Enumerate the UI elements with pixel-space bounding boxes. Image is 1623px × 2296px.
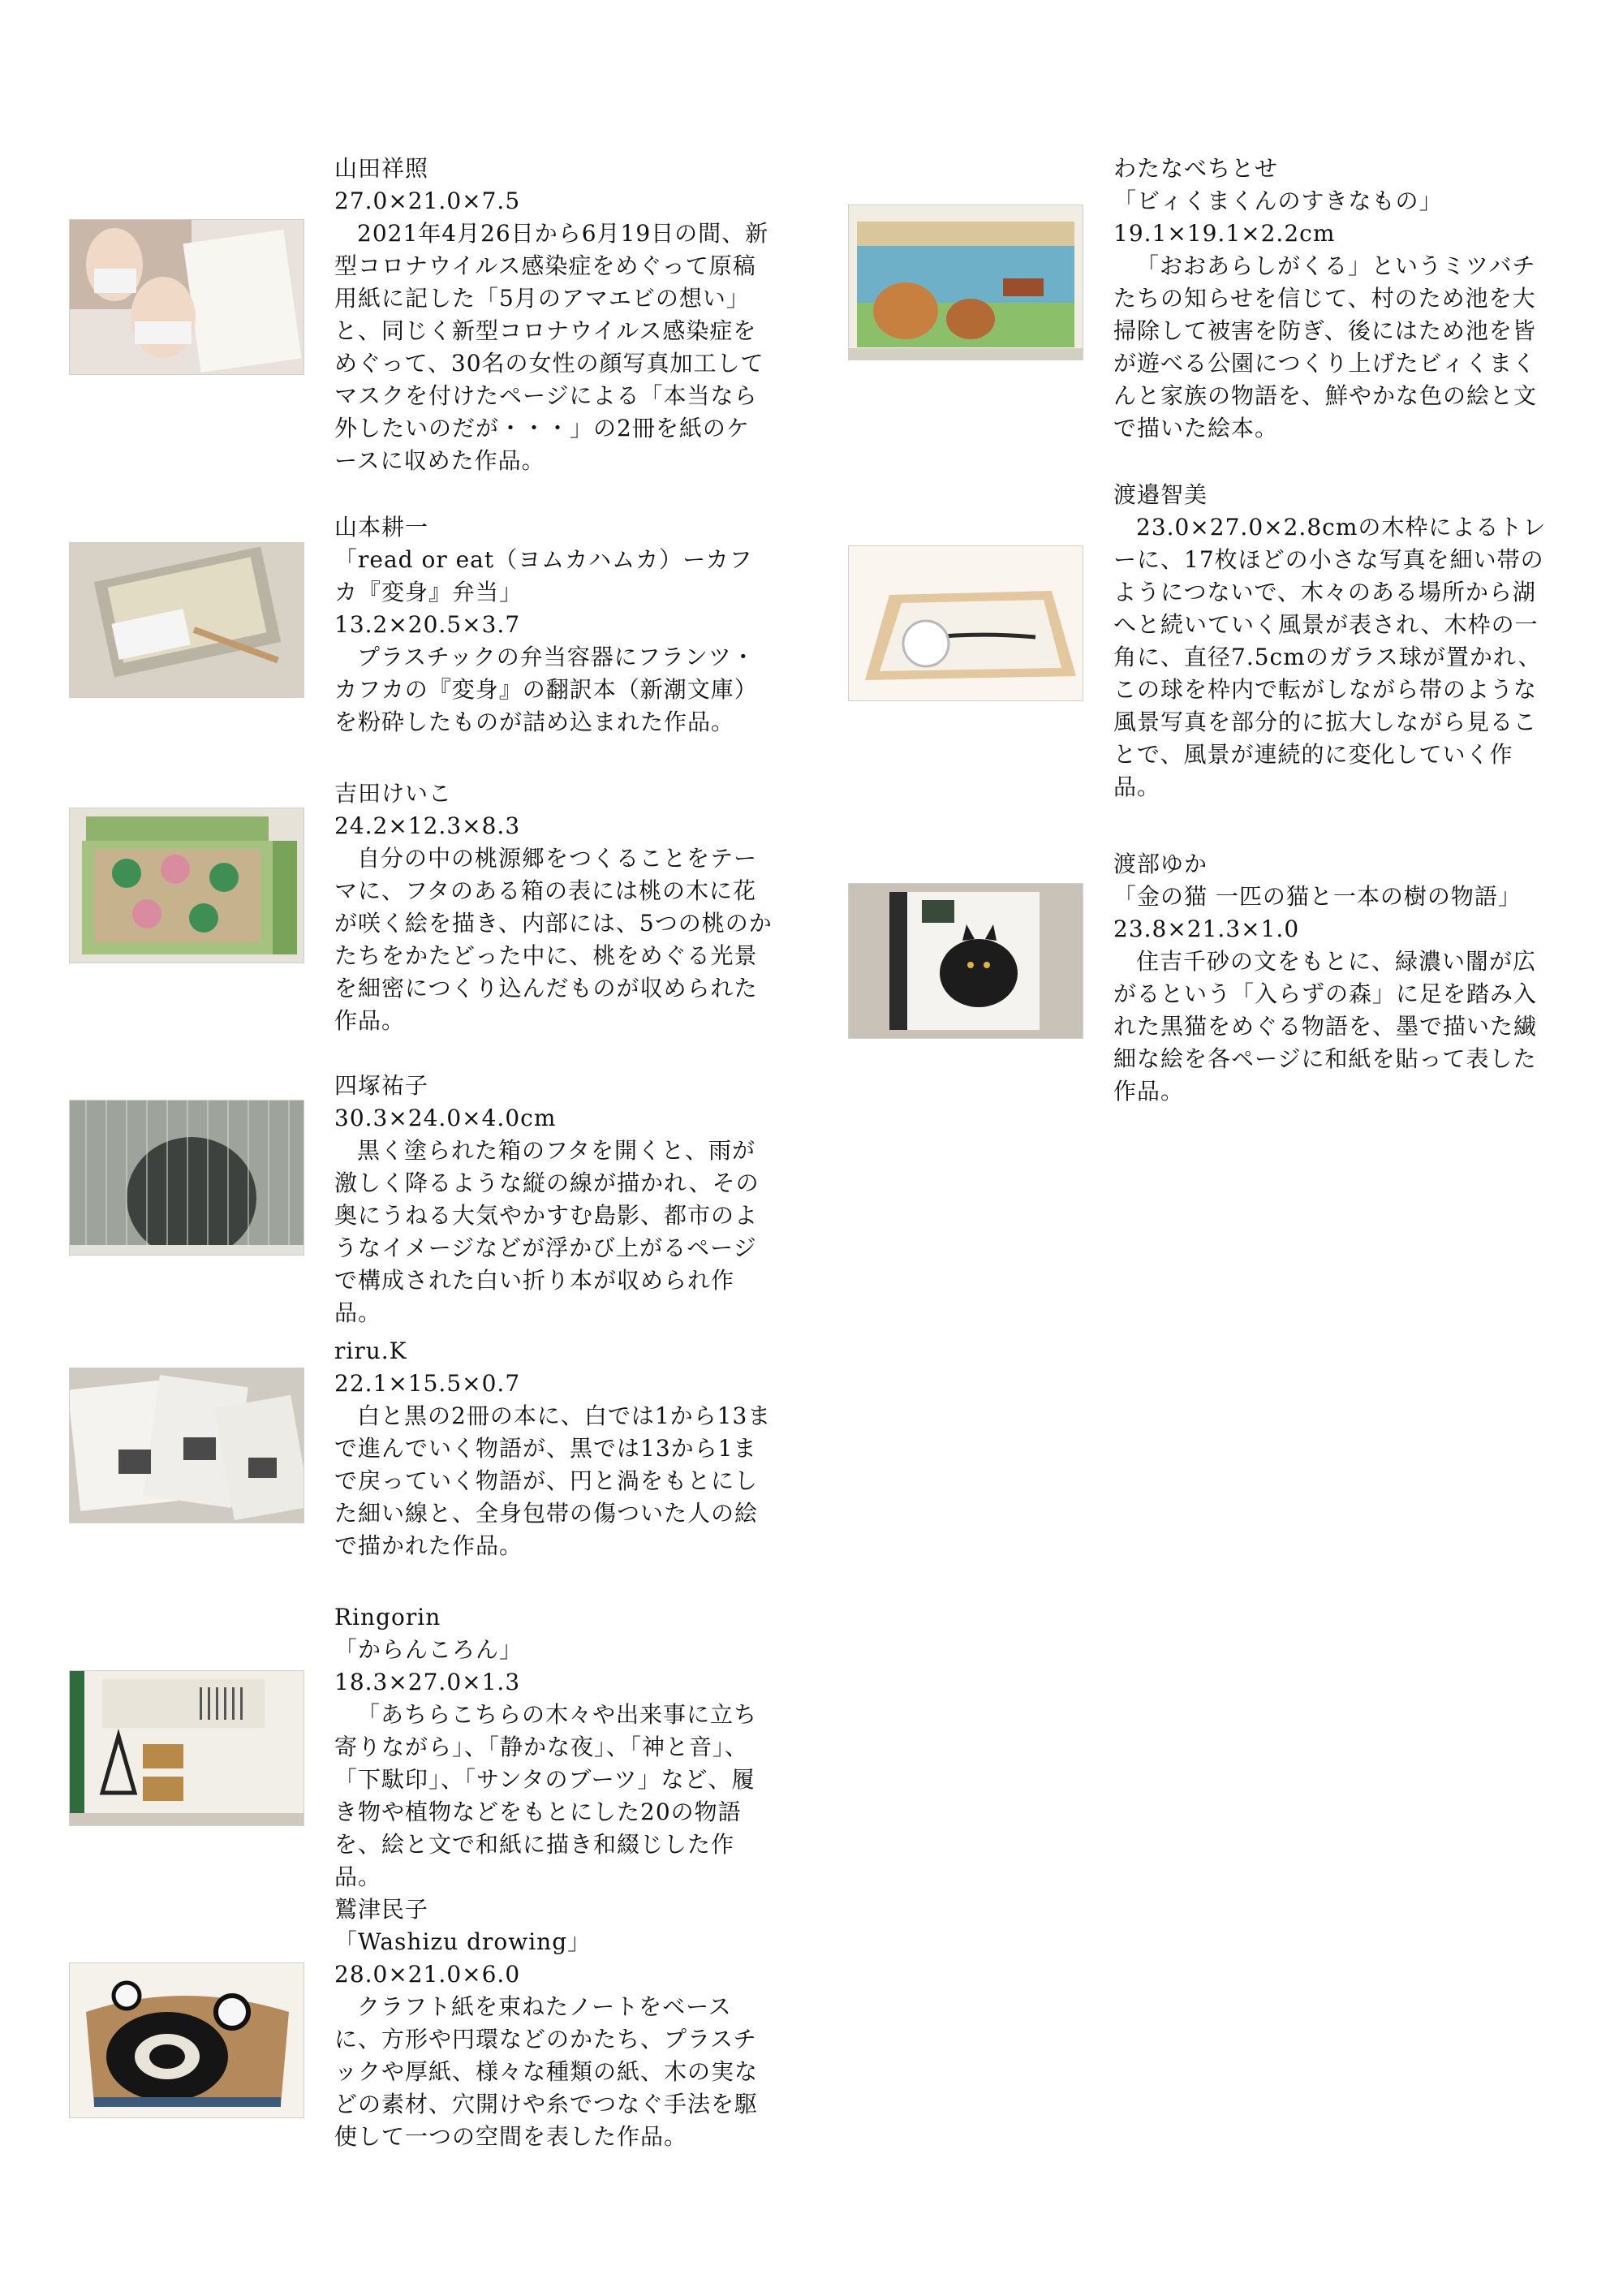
- artwork-photo: [69, 1100, 304, 1256]
- artist-name: 鷲津民子: [334, 1896, 429, 1923]
- artwork-photo: [69, 808, 304, 963]
- artwork-photo: [848, 883, 1083, 1039]
- artwork-title: 「ビィくまくんのすきなもの」: [1113, 187, 1443, 214]
- artist-name: riru.K: [334, 1338, 407, 1364]
- artwork-size: 27.0×21.0×7.5: [334, 187, 521, 214]
- artwork-size: 18.3×27.0×1.3: [334, 1669, 521, 1695]
- artwork-description: 住吉千砂の文をもとに、緑濃い闇が広がるという「入らずの森」に足を踏み入れた黒猫をめぐる物語を、墨で描いた繊細な絵を各ページに和紙を貼って表した作品。: [1113, 948, 1538, 1105]
- artwork-size: 28.0×21.0×6.0: [334, 1961, 521, 1988]
- artwork-description: クラフト紙を束ねたノートをベースに、方形や円環などのかたち、プラスチックや厚紙、様々な種類の紙、木の実などの素材、穴開けや糸でつなぐ手法を駆使して一つの空間を表した作品。: [334, 1993, 759, 2150]
- artist-name: 渡邉智美: [1113, 481, 1208, 508]
- artwork-description: 「おおあらしがくる」というミツバチたちの知らせを信じて、村のため池を大掃除して被害を防ぎ、後にはため池を皆が遊べる公園につくり上げたビィくまくんと家族の物語を、鮮やかな色の絵と文で描いた絵本。: [1113, 252, 1538, 442]
- artist-name: 山田祥照: [334, 155, 429, 182]
- artwork-description: 2021年4月26日から6月19日の間、新型コロナウイルス感染症をめぐって原稿用紙に記した「5月のアマエビの想い」と、同じく新型コロナウイルス感染症をめぐって、30名の女性の顔写真加工してマスクを付けたページによる「本当なら外したいのだが・・・」の2冊を紙のケースに収めた作品。: [334, 220, 769, 474]
- artwork-photo: [69, 219, 304, 375]
- artist-name: Ringorin: [334, 1604, 441, 1630]
- artist-name: 山本耕一: [334, 514, 429, 541]
- artwork-photo: [848, 545, 1083, 701]
- artwork-title: 「からんころん」: [334, 1636, 523, 1663]
- artist-name: わたなべちとせ: [1113, 155, 1279, 182]
- artist-name: 吉田けいこ: [334, 780, 453, 807]
- artwork-size: 19.1×19.1×2.2cm: [1113, 220, 1336, 247]
- artwork-photo: [69, 1962, 304, 2118]
- artwork-description: 23.0×27.0×2.8cmの木枠によるトレーに、17枚ほどの小さな写真を細い帯のようにつないで、木々のある場所から湖へと続いていく風景が表され、木枠の一角に、直径7.5cmのガラス球が置かれ、この球を枠内で転がしながら帯のような風景写真を部分的に拡大しながら見ることで、風景が連続的に変化していく作品。: [1113, 514, 1547, 800]
- artwork-size: 24.2×12.3×8.3: [334, 812, 521, 839]
- artwork-description: 自分の中の桃源郷をつくることをテーマに、フタのある箱の表には桃の木に花が咲く絵を描き、内部には、5つの桃のかたちをかたどった中に、桃をめぐる光景を細密につくり込んだものが収められた作品。: [334, 845, 773, 1034]
- artwork-title: 「Washizu drowing」: [334, 1928, 592, 1955]
- artwork-title: 「金の猫 一匹の猫と一本の樹の物語」: [1113, 883, 1522, 910]
- artwork-photo: [69, 1368, 304, 1523]
- artwork-photo: [848, 205, 1083, 360]
- artwork-size: 30.3×24.0×4.0cm: [334, 1105, 557, 1131]
- artwork-description: 白と黒の2冊の本に、白では1から13まで進んでいく物語が、黒では13から1まで戻っていく物語が、円と渦をもとにした細い線と、全身包帯の傷ついた人の絵で描かれた作品。: [334, 1402, 772, 1559]
- artwork-size: 23.8×21.3×1.0: [1113, 915, 1300, 942]
- artwork-size: 13.2×20.5×3.7: [334, 611, 521, 638]
- artwork-description: 黒く塗られた箱のフタを開くと、雨が激しく降るような縦の線が描かれ、その奥にうねる大気やかすむ島影、都市のようなイメージなどが浮かび上がるページで構成された白い折り本が収められ作品。: [334, 1137, 760, 1326]
- artwork-description: 「あちらこちらの木々や出来事に立ち寄りながら」、「静かな夜」、「神と音」、「下駄印」、「サンタのブーツ」など、履き物や植物などをもとにした20の物語を、絵と文で和紙に描き和綴じした作品。: [334, 1701, 758, 1890]
- artist-name: 四塚祐子: [334, 1072, 429, 1099]
- artwork-description: プラスチックの弁当容器にフランツ・カフカの『変身』の翻訳本（新潮文庫）を粉砕したものが詰め込まれた作品。: [334, 644, 758, 735]
- artist-name: 渡部ゆか: [1113, 851, 1208, 877]
- artwork-title: 「read or eat（ヨムカハムカ）ーカフカ『変身』弁当」: [334, 546, 753, 605]
- artwork-size: 22.1×15.5×0.7: [334, 1370, 521, 1397]
- artwork-photo: [69, 1670, 304, 1826]
- artwork-photo: [69, 542, 304, 698]
